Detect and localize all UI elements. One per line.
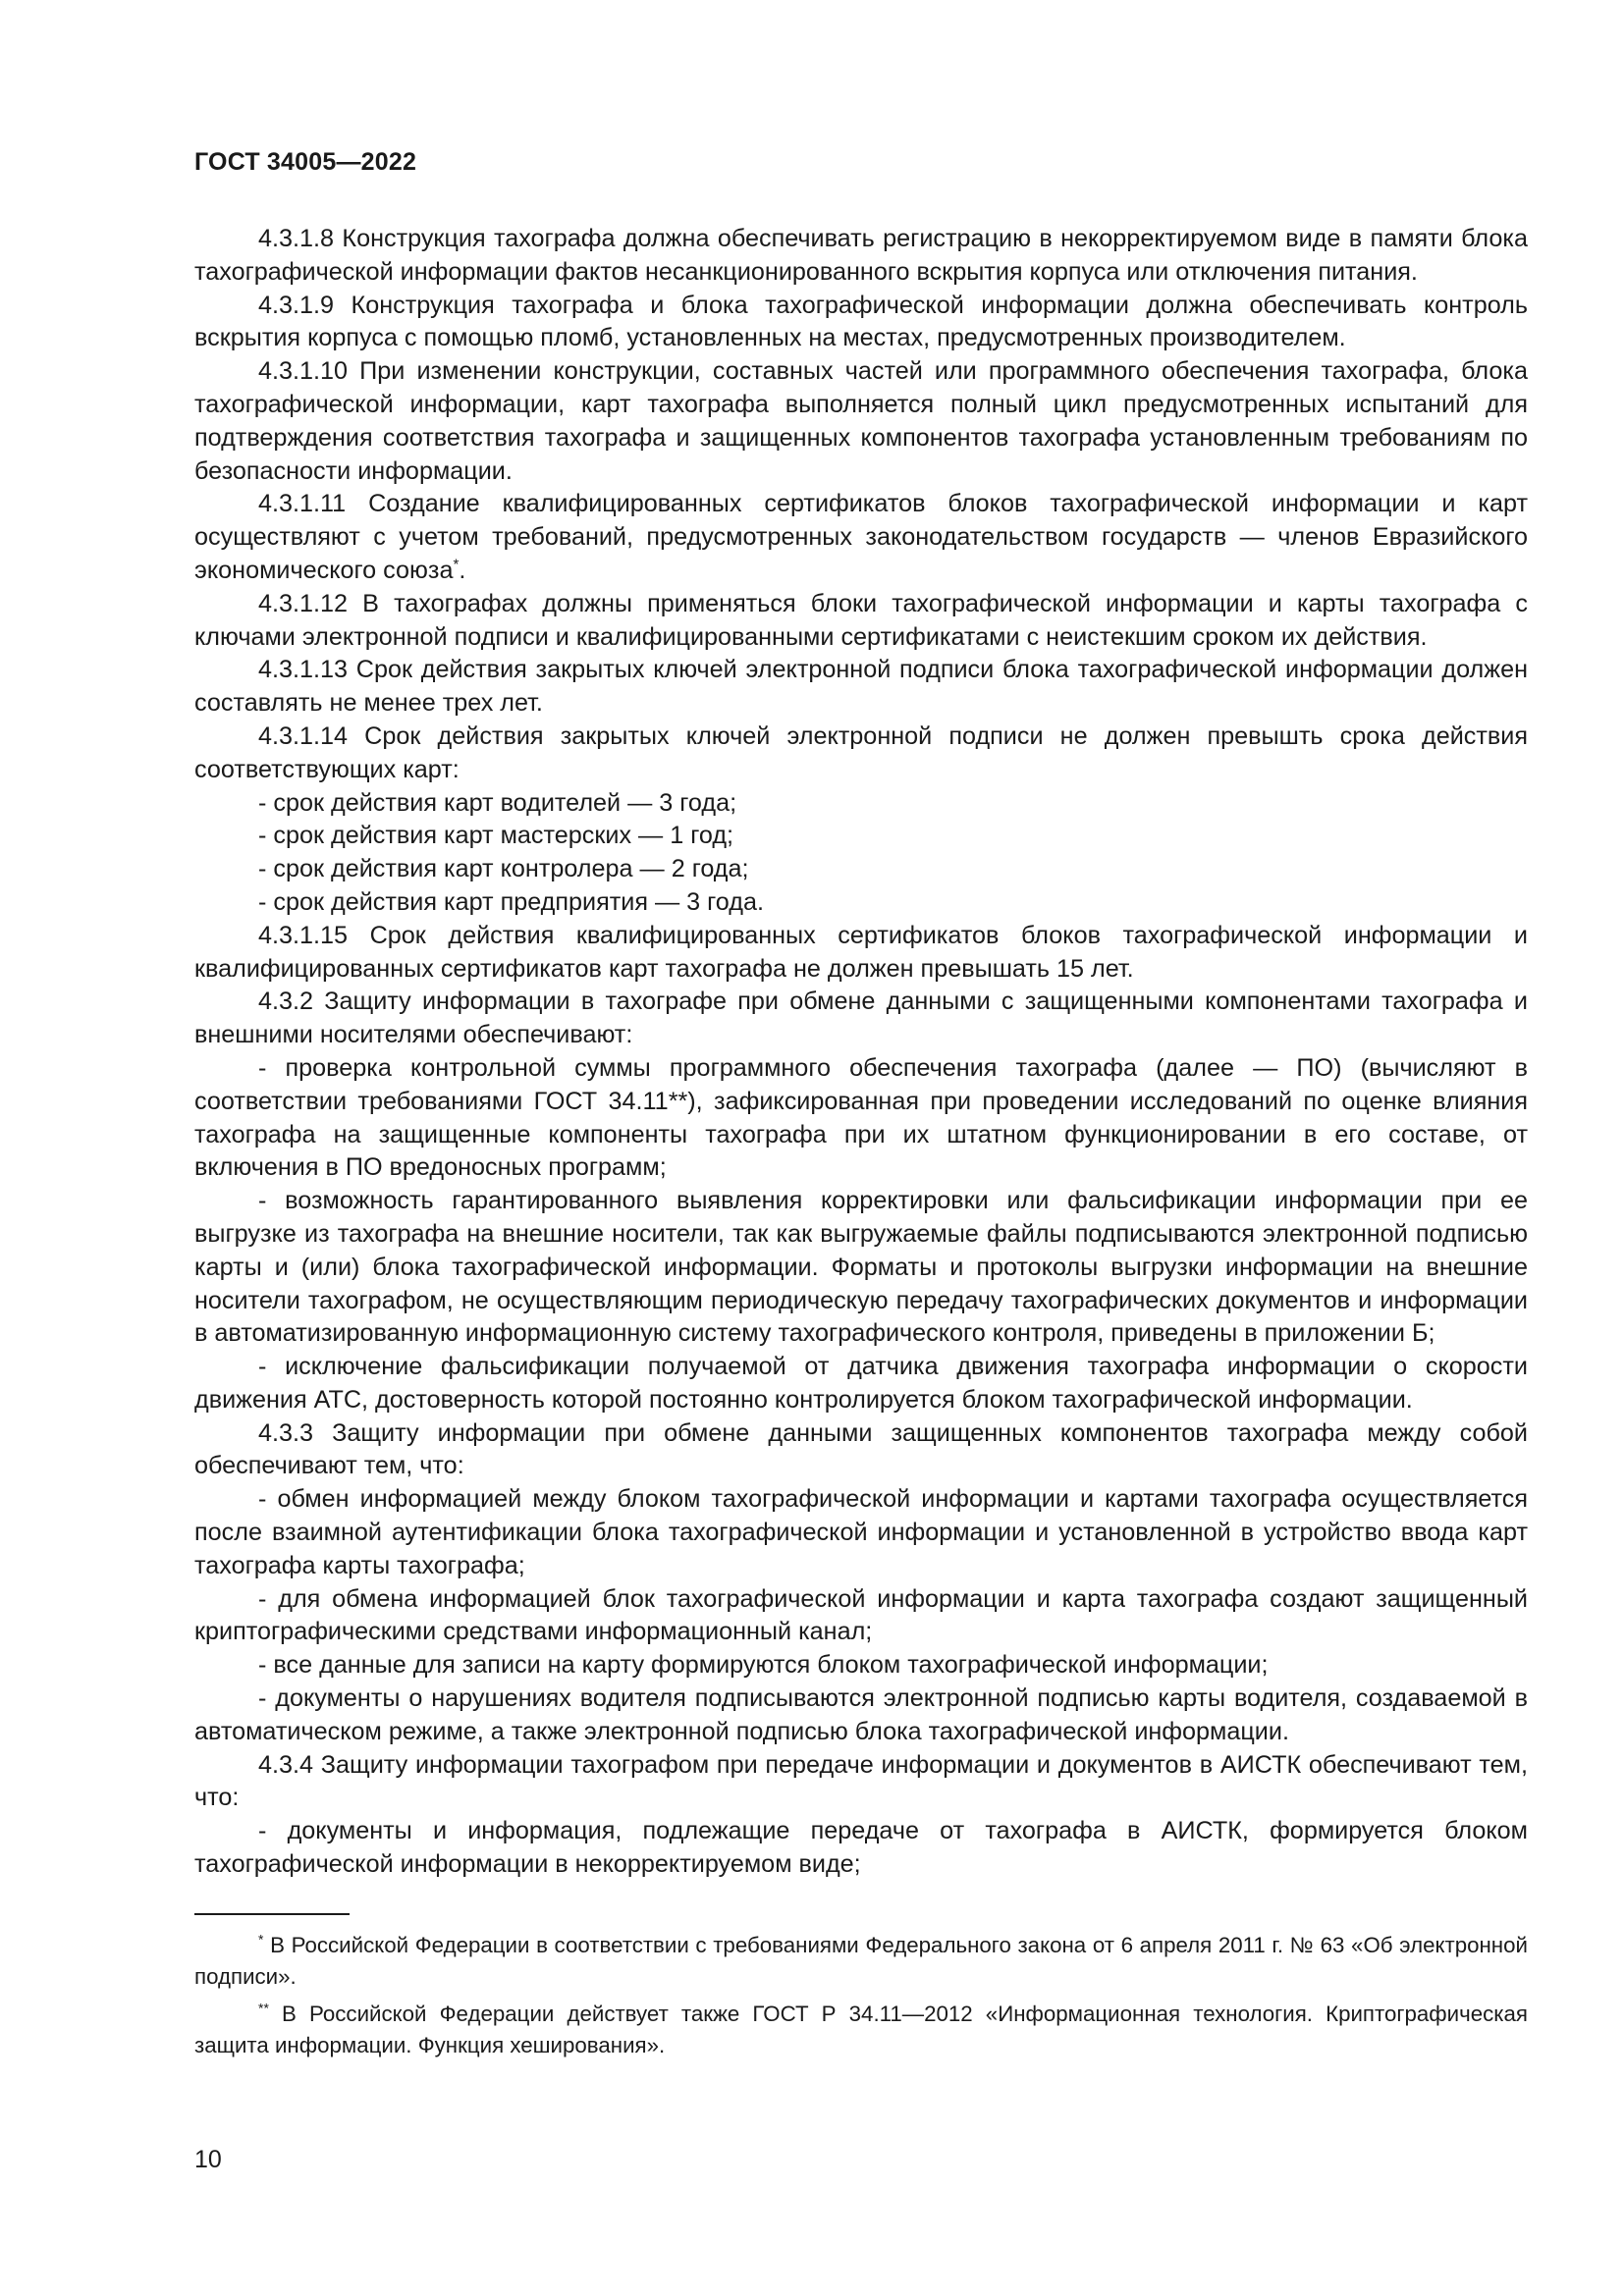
footnote <box>194 1930 1528 1993</box>
paragraph-4-3-1-14: 4.3.1.14 Срок действия закрытых ключей электронной подписи не должен превышть срока действия соответствующих карт: <box>194 721 1528 783</box>
paragraph-4-3-2: 4.3.2 Защиту информации в тахографе при обмене данными с защищенными компонентами тахографа и внешними носителями обеспечивают: <box>194 988 1528 1049</box>
list-item: - проверка контрольной суммы программного обеспечения тахографа (далее — ПО) (вычисляют в соответствии требованиями ГОСТ 34.11**), зафиксированная при проведении исследований по оценке влияния тахографа на защищенные компоненты тахографа при их штатном функционировании в его составе, от включения в ПО вредоносных программ; <box>194 1053 1528 1182</box>
list-item: - возможность гарантированного выявления корректировки или фальсификации информации при ее выгрузке из тахографа на внешние носители, так как выгружаемые файлы подписываются электронной подписью карты и (или) блока тахографической информации. Форматы и протоколы выгрузки информации на внешние носители тахографом, не осуществляющим периодическую передачу тахографических документов и информации в автоматизированную информационную систему тахографического контроля, приведены в приложении Б; <box>194 1187 1528 1348</box>
paragraph-text: 4.3.1.11 Создание квалифицированных сертификатов блоков тахографической информации и карт осуществляют с учетом требований, предусмотренных законодательством государств — членов Евразийского экономического союза <box>194 490 1528 584</box>
page-number: 10 <box>194 2146 222 2173</box>
list-item: - срок действия карт водителей — 3 года; <box>258 788 737 817</box>
footnote-mark: * <box>258 1931 264 1948</box>
list-item: - все данные для записи на карту формируются блоком тахографической информации; <box>258 1651 1269 1680</box>
document-body <box>194 223 1528 1882</box>
footnote-mark: ** <box>258 2000 269 2016</box>
list-item: - документы и информация, подлежащие передаче от тахографа в АИСТК, формируется блоком тахографической информации в некорректируемом виде; <box>194 1817 1528 1879</box>
list-item: - для обмена информацией блок тахографической информации и карта тахографа создают защищенный криптографическими средствами информационный канал; <box>194 1584 1528 1646</box>
footnote-text: В Российской Федерации действует также ГОСТ Р 34.11—2012 «Информационная технология. Криптографическая защита информации. Функция хеширования». <box>194 2002 1528 2057</box>
footnote-text: В Российской Федерации в соответствии с требованиями Федерального закона от 6 апреля 2011 г. № 63 «Об электронной подписи». <box>194 1933 1528 1989</box>
list-item: - обмен информацией между блоком тахографической информации и картами тахографа осуществляется после взаимной аутентификации блока тахографической информации и установленной в устройство ввода карт тахографа карты тахографа; <box>194 1485 1528 1579</box>
footnote-ref: * <box>453 556 460 573</box>
paragraph-4-3-3: 4.3.3 Защиту информации при обмене данными защищенных компонентов тахографа между собой обеспечивают тем, что: <box>194 1418 1528 1480</box>
list-item: - срок действия карт предприятия — 3 года. <box>258 887 764 916</box>
paragraph-4-3-4: 4.3.4 Защиту информации тахографом при передаче информации и документов в АИСТК обеспечивают тем, что: <box>194 1750 1528 1812</box>
paragraph-4-3-1-12: 4.3.1.12 В тахографах должны применяться блоки тахографической информации и карты тахографа с ключами электронной подписи и квалифицированными сертификатами с неистекшим сроком их действия. <box>194 589 1528 651</box>
paragraph-4-3-1-10: 4.3.1.10 При изменении конструкции, составных частей или программного обеспечения тахографа, блока тахографической информации, карт тахографа выполняется полный цикл предусмотренных испытаний для подтверждения соответствия тахографа и защищенных компонентов тахографа установленным требованиям по безопасности информации. <box>194 357 1528 485</box>
footnotes <box>194 1930 1528 2067</box>
paragraph-tail: . <box>459 556 466 584</box>
paragraph-4-3-1-8: 4.3.1.8 Конструкция тахографа должна обеспечивать регистрацию в некорректируемом виде в памяти блока тахографической информации фактов несанкционированного вскрытия корпуса или отключения питания. <box>194 225 1528 286</box>
paragraph-4-3-1-9: 4.3.1.9 Конструкция тахографа и блока тахографической информации должна обеспечивать контроль вскрытия корпуса с помощью пломб, установленных на местах, предусмотренных производителем. <box>194 291 1528 352</box>
paragraph-4-3-1-11 <box>194 488 1528 587</box>
list-item: - исключение фальсификации получаемой от датчика движения тахографа информации о скорости движения АТС, достоверность которой постоянно контролируется блоком тахографической информации. <box>194 1353 1528 1414</box>
document-header: ГОСТ 34005—2022 <box>194 148 417 176</box>
paragraph-4-3-1-15: 4.3.1.15 Срок действия квалифицированных сертификатов блоков тахографической информации и квалифицированных сертификатов карт тахографа не должен превышать 15 лет. <box>194 921 1528 983</box>
footnote <box>194 1999 1528 2061</box>
list-item: - документы о нарушениях водителя подписываются электронной подписью карты водителя, создаваемой в автоматическом режиме, а также электронной подписью блока тахографической информации. <box>194 1684 1528 1745</box>
list-item: - срок действия карт мастерских — 1 год; <box>258 822 734 850</box>
footnote-divider <box>194 1913 350 1915</box>
list-item: - срок действия карт контролера — 2 года; <box>258 855 749 883</box>
paragraph-4-3-1-13: 4.3.1.13 Срок действия закрытых ключей электронной подписи блока тахографической информации должен составлять не менее трех лет. <box>194 656 1528 718</box>
